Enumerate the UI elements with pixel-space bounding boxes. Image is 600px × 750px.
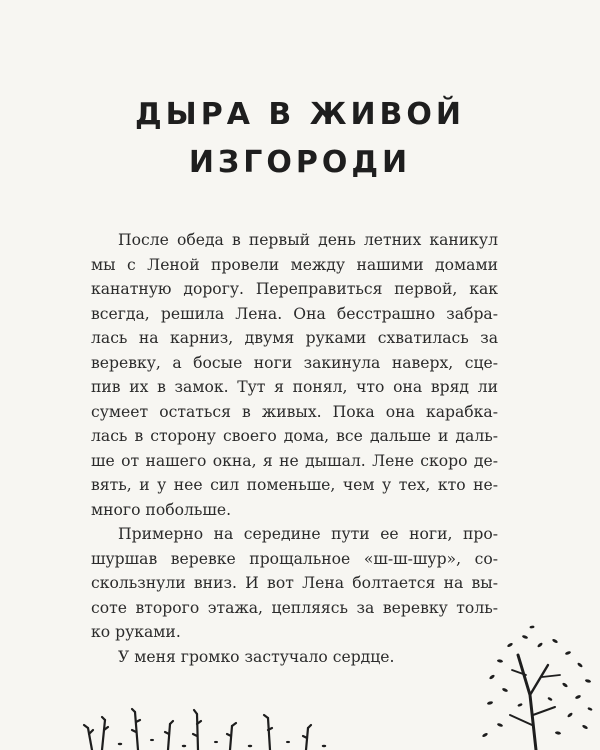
text-line: Примерно на середине пути ее ноги, про- bbox=[118, 525, 498, 543]
text-line: шуршав веревке прощальное «ш-ш-шур», со- bbox=[91, 549, 498, 568]
text-line: лась на карниз, двумя руками схватилась за bbox=[91, 329, 498, 347]
text-line: канатную дорогу. Переправиться первой, как bbox=[91, 280, 498, 298]
chapter-title-line-2: ИЗГОРОДИ bbox=[188, 145, 412, 180]
text-line: веревку, а босые ноги закинула наверх, сцe- bbox=[91, 353, 498, 372]
text-line: скользнули вниз. И вот Лена болтается на вы- bbox=[91, 574, 498, 592]
text-line: много побольше. bbox=[91, 500, 232, 519]
text-line: мы с Леной провели между нашими домами bbox=[91, 255, 498, 274]
chapter-title-line-1: ДЫРА В ЖИВОЙ bbox=[134, 97, 466, 132]
chapter-body bbox=[91, 228, 498, 669]
text-line: лась в сторону своего дома, все дальше и даль- bbox=[91, 427, 498, 445]
text-line: У меня громко застучало сердце. bbox=[118, 647, 395, 666]
text-line: ко руками. bbox=[91, 623, 181, 641]
text-line: вять, и у нее сил поменьше, чем у тех, кто не- bbox=[91, 476, 498, 494]
text-line: соте второго этажа, цепляясь за веревку толь- bbox=[91, 598, 498, 617]
text-line: ше от нашего окна, я не дышал. Лене скоро де- bbox=[91, 451, 498, 470]
text-line: После обеда в первый день летних каникул bbox=[118, 231, 498, 249]
text-line: пив их в замок. Тут я понял, что она вряд ли bbox=[91, 378, 498, 396]
text-line: всегда, решила Лена. Она бесстрашно забра- bbox=[91, 304, 498, 323]
hedge-illustration bbox=[470, 615, 600, 750]
grass-sprigs-illustration bbox=[80, 690, 340, 750]
text-line: сумеет остаться в живых. Пока она карабка- bbox=[91, 402, 498, 421]
